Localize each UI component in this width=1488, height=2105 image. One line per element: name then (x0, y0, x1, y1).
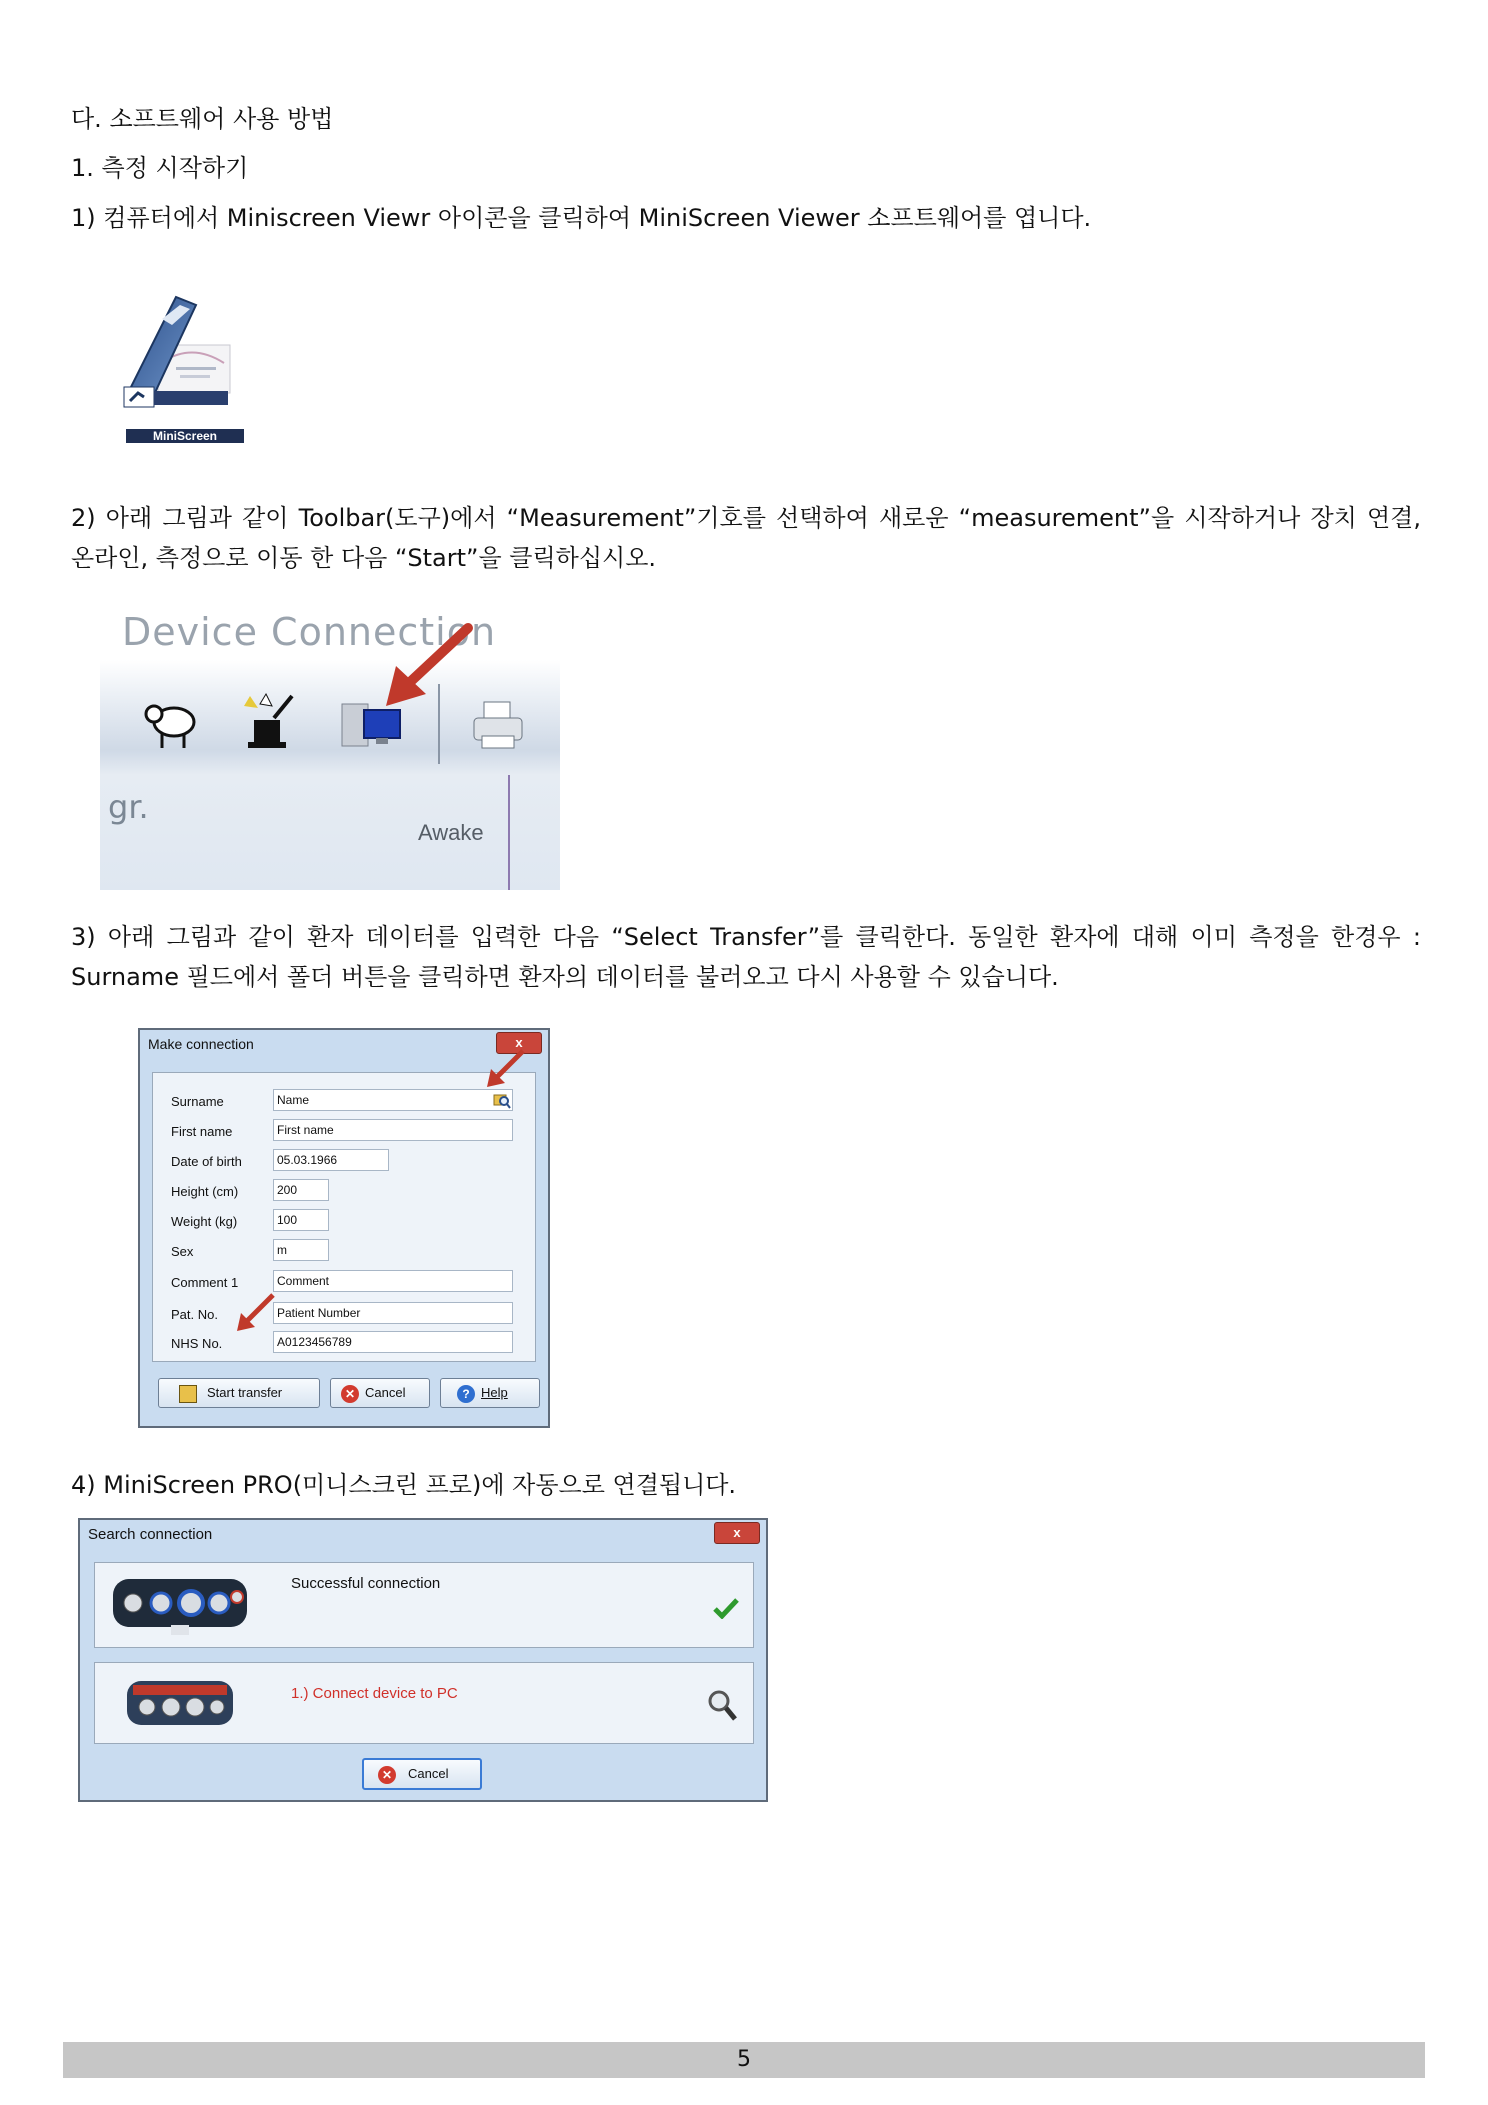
search-connection-dialog (78, 1518, 768, 1802)
check-icon (713, 1597, 739, 1619)
pat-no-label: Pat. No. (171, 1307, 218, 1322)
start-transfer-label: Start transfer (207, 1385, 283, 1400)
icon-caption: MiniScreen (152, 429, 218, 443)
status-successful: Successful connection (291, 1575, 441, 1592)
nhs-no-field[interactable]: A0123456789 (273, 1331, 513, 1353)
connect-row (94, 1662, 754, 1744)
first-name-label: First name (171, 1124, 233, 1139)
subheading: 1. 측정 시작하기 (71, 154, 249, 182)
red-arrow-icon (233, 1291, 277, 1335)
help-label: Help (481, 1385, 508, 1400)
patient-form-panel (152, 1072, 536, 1362)
cancel-button[interactable] (362, 1758, 482, 1790)
comment-field[interactable]: Comment (273, 1270, 513, 1292)
red-arrow-icon (378, 622, 478, 712)
weight-field[interactable]: 100 (273, 1209, 329, 1231)
weight-label: Weight (kg) (171, 1214, 238, 1229)
pane-divider (508, 775, 510, 890)
step-3-text: 3) 아래 그림과 같이 환자 데이터를 입력한 다음 “Select Transfer”를 클릭한다. 동일한 환자에 대해 이미 측정을 한경우 : Surname 필드에서 폴더 버튼을 클릭하면 환자의 데이터를 불러오고 다시 사용할 수 있습니다. (71, 923, 1421, 991)
transfer-icon (179, 1385, 197, 1403)
device-connection-menu[interactable]: Device Connection (122, 610, 497, 654)
cancel-icon: ✕ (341, 1385, 359, 1403)
step-2-text: 2) 아래 그림과 같이 Toolbar(도구)에서 “Measurement”기호를 선택하여 새로운 “measurement”을 시작하거나 장치 연결, 온라인, 측정으로 이동 한 다음 “Start”을 클릭하십시오. (71, 504, 1421, 572)
section-heading: 다. 소프트웨어 사용 방법 (71, 105, 334, 133)
printer-icon[interactable] (470, 698, 528, 752)
nhs-no-label: NHS No. (171, 1336, 223, 1351)
page-number: 5 (737, 2047, 751, 2072)
step-1-text: 1) 컴퓨터에서 Miniscreen Viewr 아이콘을 클릭하여 MiniScreen Viewer 소프트웨어를 엽니다. (71, 204, 1092, 232)
miniscreen-device-icon (125, 1677, 235, 1731)
start-transfer-button[interactable] (158, 1378, 320, 1408)
red-arrow-icon (483, 1047, 527, 1091)
page-footer (63, 2042, 1425, 2078)
miniscreen-app-icon[interactable] (118, 283, 258, 453)
height-label: Height (cm) (171, 1184, 239, 1199)
toolbar-screenshot (100, 600, 560, 890)
status-connect-device: 1.) Connect device to PC (291, 1685, 458, 1702)
cancel-button[interactable] (330, 1378, 430, 1408)
surname-label: Surname (171, 1094, 224, 1109)
success-row (94, 1562, 754, 1648)
make-connection-dialog (138, 1028, 550, 1428)
surname-field[interactable]: Name (273, 1089, 513, 1111)
first-name-field[interactable]: First name (273, 1119, 513, 1141)
close-button[interactable]: x (714, 1522, 760, 1544)
sex-field[interactable]: m (273, 1239, 329, 1261)
height-field[interactable]: 200 (273, 1179, 329, 1201)
sex-label: Sex (171, 1244, 194, 1259)
folder-search-icon[interactable] (493, 1091, 511, 1109)
date-of-birth-label: Date of birth (171, 1154, 242, 1169)
toolbar-bottom-left-text: gr. (108, 788, 149, 826)
help-button[interactable] (440, 1378, 540, 1408)
dialog-title: Make connection (148, 1036, 254, 1052)
cancel-label: Cancel (408, 1766, 449, 1781)
cancel-label: Cancel (365, 1385, 406, 1400)
comment-label: Comment 1 (171, 1275, 239, 1290)
dialog-title: Search connection (88, 1526, 213, 1543)
date-of-birth-field[interactable]: 05.03.1966 (273, 1149, 389, 1171)
magic-hat-icon[interactable] (236, 690, 300, 754)
miniscreen-device-icon (111, 1575, 249, 1637)
toolbar-bottom-right-text: Awake (418, 820, 484, 845)
magnifier-icon (707, 1689, 737, 1721)
step-4-text: 4) MiniScreen PRO(미니스크린 프로)에 자동으로 연결됩니다. (71, 1471, 737, 1499)
close-button[interactable]: x (496, 1032, 542, 1054)
help-icon: ? (457, 1385, 475, 1403)
sheep-icon[interactable] (142, 692, 202, 752)
pat-no-field[interactable]: Patient Number (273, 1302, 513, 1324)
cancel-icon: ✕ (378, 1766, 396, 1784)
